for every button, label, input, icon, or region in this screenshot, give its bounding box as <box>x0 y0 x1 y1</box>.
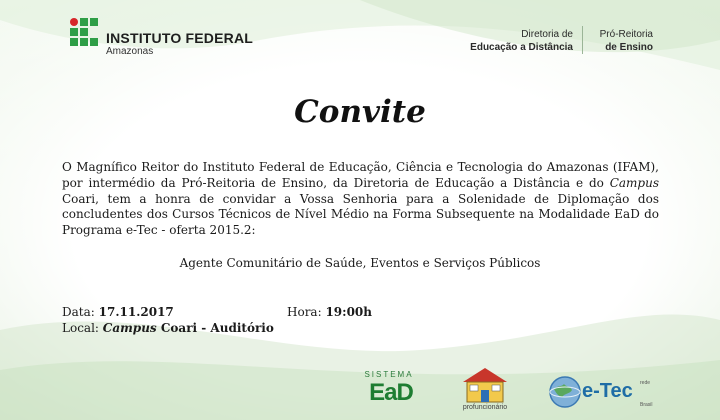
course-list: Agente Comunitário de Saúde, Eventos e Serviços Públicos <box>179 256 541 270</box>
sistema-label: SISTEMA <box>364 370 414 379</box>
header-department-proen-line2: de Ensino <box>605 42 653 53</box>
event-place-label: Local: <box>62 321 99 335</box>
institution-campus: Amazonas <box>106 46 154 57</box>
etec-rede-label: rede <box>640 380 651 386</box>
event-place-campus: Campus <box>102 321 157 335</box>
etec-brasil-logo <box>548 372 658 412</box>
ifam-logo-icon <box>70 18 100 48</box>
event-hour-value: 19:00h <box>325 305 373 319</box>
event-place <box>62 321 274 335</box>
profuncionario-logo <box>455 366 515 416</box>
event-hour <box>287 305 372 319</box>
etec-brasil-label: Brasil <box>640 402 653 408</box>
sistema-ead-logo <box>355 370 423 412</box>
header-department-proen-line1: Pró-Reitoria <box>599 29 653 40</box>
header-department-ead-line1: Diretoria de <box>521 29 573 40</box>
header-department-ead <box>470 28 573 54</box>
event-date <box>62 305 174 319</box>
invitation-text <box>62 160 659 239</box>
school-house-icon <box>455 366 515 404</box>
event-date-label: Data: <box>62 305 95 319</box>
event-hour-label: Hora: <box>287 305 322 319</box>
header-department-ead-line2: Educação a Distância <box>470 42 573 53</box>
etec-label: e-Tec <box>582 380 633 402</box>
event-place-value: Coari - Auditório <box>156 321 274 335</box>
event-date-value: 17.11.2017 <box>98 305 174 319</box>
profuncionario-label: profuncionário <box>462 404 508 411</box>
globe-icon <box>548 375 582 409</box>
ifam-logo <box>70 18 254 60</box>
invitation-text-part1: O Magnífico Reitor do Instituto Federal de Educação, Ciência e Tecnologia do Amazonas (IFAM), por intermédio da Pró-Reitoria de Ensino, da Diretoria de Educação a Distância e do <box>62 160 659 190</box>
institution-name: INSTITUTO FEDERAL <box>106 30 254 46</box>
page-title: Convite <box>294 94 426 130</box>
header-divider <box>582 26 583 54</box>
invitation-text-part2: Coari, tem a honra de convidar a Vossa Senhoria para a Solenidade de Diplomação dos concludentes dos Cursos Técnicos de Nível Médio na Forma Subsequente na Modalidade EaD do Programa e-Tec - oferta 2015.2: <box>62 191 659 238</box>
invitation-text-campus: Campus <box>609 175 659 190</box>
header-department-proen <box>600 28 653 54</box>
ead-label: EaD <box>369 379 413 406</box>
